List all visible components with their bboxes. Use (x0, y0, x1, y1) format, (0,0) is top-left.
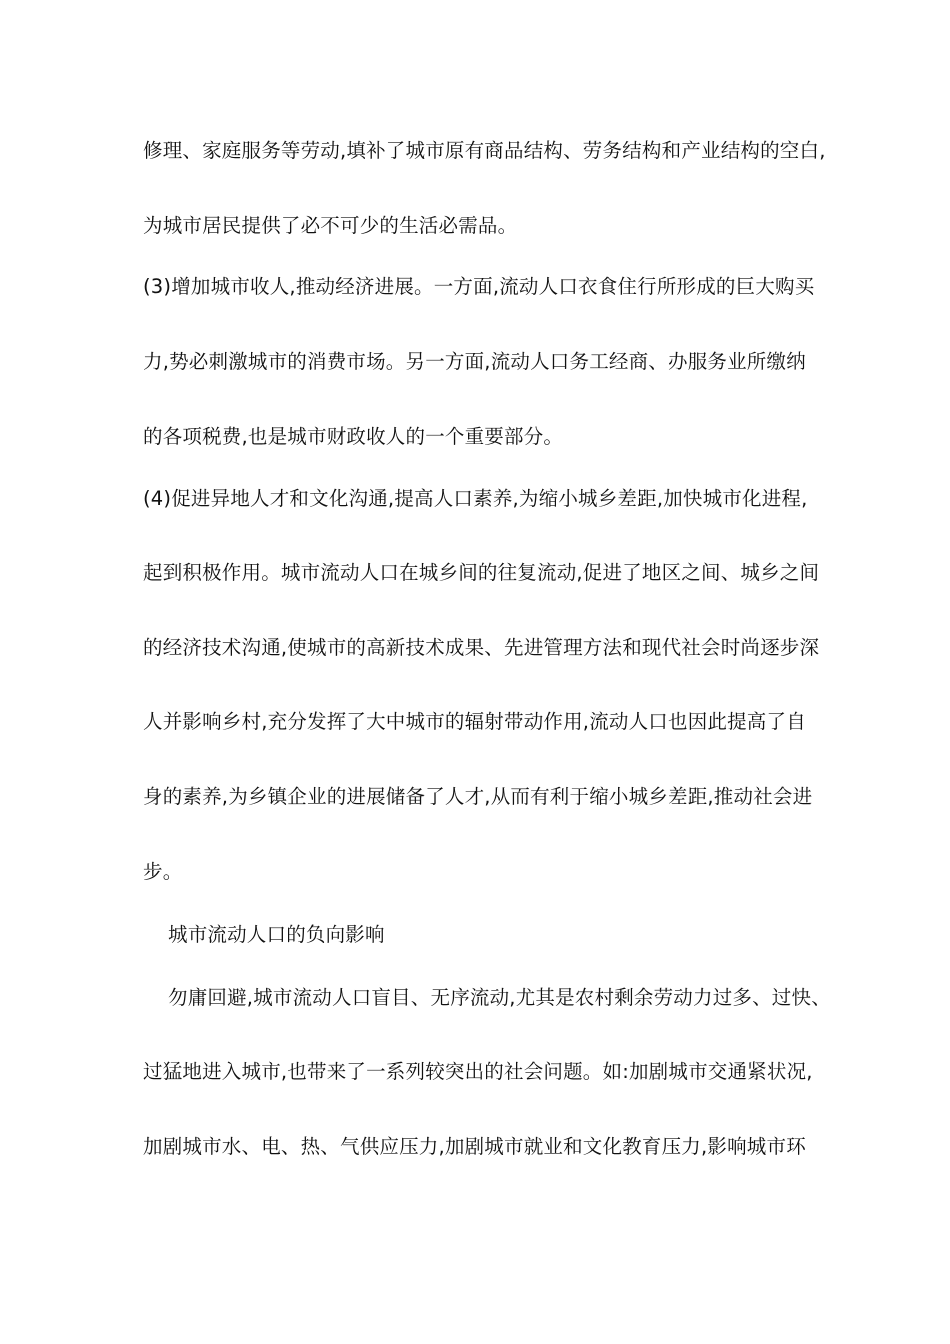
text-line: 过猛地进入城市,也带来了一系列较突出的社会问题。如:加剧城市交通紧状况, (143, 1060, 813, 1083)
text-line: 勿庸回避,城市流动人口盲目、无序流动,尤其是农村剩余劳动力过多、过快、 (168, 986, 831, 1009)
section-heading: 城市流动人口的负向影响 (168, 923, 385, 946)
text-line: 修理、家庭服务等劳动,填补了城市原有商品结构、劳务结构和产业结构的空白, (143, 139, 826, 162)
text-line: 的各项税费,也是城市财政收人的一个重要部分。 (143, 425, 564, 448)
text-line: (4)促进异地人才和文化沟通,提高人口素养,为缩小城乡差距,加快城市化进程, (143, 487, 808, 510)
text-line: 步。 (143, 860, 183, 883)
text-line: 力,势必刺激城市的消费市场。另一方面,流动人口务工经商、办服务业所缴纳 (143, 350, 806, 373)
text-line: 身的素养,为乡镇企业的进展储备了人才,从而有利于缩小城乡差距,推动社会进 (143, 785, 813, 808)
text-line: 人并影响乡村,充分发挥了大中城市的辐射带动作用,流动人口也因此提高了自 (143, 710, 806, 733)
text-line: 加剧城市水、电、热、气供应压力,加剧城市就业和文化教育压力,影响城市环 (143, 1135, 806, 1158)
text-line: (3)增加城市收人,推动经济进展。一方面,流动人口衣食住行所形成的巨大购买 (143, 275, 815, 298)
text-line: 起到积极作用。城市流动人口在城乡间的往复流动,促进了地区之间、城乡之间 (143, 561, 820, 584)
text-line: 的经济技术沟通,使城市的高新技术成果、先进管理方法和现代社会时尚逐步深 (143, 636, 820, 659)
text-line: 为城市居民提供了必不可少的生活必需品。 (143, 214, 518, 237)
